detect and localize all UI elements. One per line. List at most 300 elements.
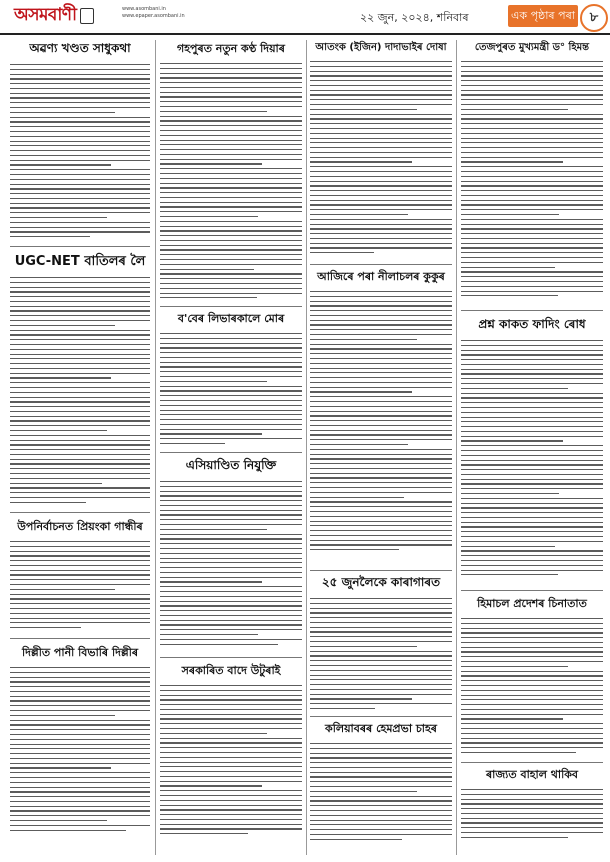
text-line	[310, 71, 452, 72]
article-body	[160, 481, 302, 645]
text-line	[160, 357, 302, 358]
text-line	[310, 829, 452, 830]
text-line	[310, 219, 452, 220]
text-line	[461, 291, 603, 292]
text-line	[160, 771, 302, 772]
text-line	[160, 738, 302, 739]
text-line	[310, 195, 452, 196]
text-line	[461, 195, 603, 196]
text-line	[310, 406, 452, 407]
text-line	[310, 152, 452, 153]
headline: দিল্লীত পানী বিভাৰি দিল্লীৰ	[21, 646, 139, 659]
logo-box-icon	[80, 8, 94, 24]
text-line	[10, 392, 150, 393]
text-line	[310, 511, 452, 512]
text-line	[310, 516, 452, 517]
text-line	[461, 642, 603, 643]
text-line	[160, 610, 302, 611]
text-line	[310, 310, 452, 311]
text-line	[461, 690, 603, 691]
text-line	[461, 752, 576, 753]
text-line	[10, 212, 150, 213]
headline: সৰকাৰিত বাদে উটুৰাই	[181, 664, 281, 677]
text-line	[310, 646, 417, 647]
section-divider	[310, 264, 452, 265]
text-line	[160, 742, 302, 743]
text-line	[310, 128, 452, 129]
text-line	[310, 396, 452, 397]
text-line	[461, 133, 603, 134]
text-line	[160, 524, 302, 525]
text-line	[461, 407, 603, 408]
text-line	[160, 529, 267, 530]
text-line	[461, 257, 603, 258]
text-line	[310, 468, 452, 469]
text-line	[310, 694, 452, 695]
text-line	[160, 562, 302, 563]
text-line	[10, 555, 150, 556]
text-line	[160, 144, 302, 145]
text-line	[461, 507, 603, 508]
text-line	[10, 277, 150, 278]
text-line	[10, 579, 150, 580]
text-line	[310, 675, 452, 676]
text-line	[160, 429, 302, 430]
article-12	[310, 720, 452, 845]
text-line	[160, 538, 302, 539]
headline: অৱণ্য খণ্ডত সাধুকথা	[29, 41, 131, 55]
text-line	[310, 238, 452, 239]
section-divider	[10, 246, 150, 247]
text-line	[10, 627, 81, 628]
text-line	[461, 493, 559, 494]
text-line	[310, 109, 417, 110]
text-line	[10, 102, 150, 103]
text-line	[461, 204, 603, 205]
text-line	[461, 66, 603, 67]
text-line	[461, 718, 563, 719]
text-line	[310, 114, 452, 115]
text-line	[10, 188, 150, 189]
text-line	[10, 377, 111, 378]
epaper-url[interactable]: www.epaper.asombani.in	[122, 13, 185, 19]
text-line	[10, 570, 150, 571]
text-line	[461, 233, 603, 234]
text-line	[10, 227, 150, 228]
text-line	[310, 689, 452, 690]
text-line	[461, 238, 603, 239]
text-line	[160, 197, 302, 198]
text-line	[310, 824, 452, 825]
text-line	[10, 306, 150, 307]
text-line	[461, 570, 603, 571]
text-line	[310, 166, 452, 167]
text-line	[160, 92, 302, 93]
text-line	[310, 477, 452, 478]
text-line	[461, 647, 603, 648]
text-line	[160, 433, 262, 434]
text-line	[310, 80, 452, 81]
text-line	[160, 116, 302, 117]
text-line	[160, 558, 302, 559]
text-line	[461, 262, 603, 263]
text-line	[10, 131, 150, 132]
text-line	[10, 546, 150, 547]
text-line	[461, 209, 603, 210]
text-line	[310, 781, 452, 782]
text-line	[310, 90, 452, 91]
text-line	[310, 636, 452, 637]
text-line	[310, 104, 452, 105]
text-line	[10, 320, 150, 321]
text-line	[461, 827, 603, 828]
text-line	[461, 742, 603, 743]
text-line	[10, 339, 150, 340]
text-line	[10, 541, 150, 542]
text-line	[461, 818, 603, 819]
article-16	[461, 766, 603, 846]
text-line	[461, 247, 603, 248]
text-line	[160, 419, 302, 420]
text-line	[10, 796, 150, 797]
text-line	[310, 530, 452, 531]
text-line	[461, 661, 603, 662]
text-line	[160, 762, 302, 763]
text-line	[310, 387, 452, 388]
text-line	[160, 362, 302, 363]
text-line	[461, 522, 603, 523]
text-line	[461, 709, 603, 710]
text-line	[160, 333, 302, 334]
text-line	[461, 813, 603, 814]
text-line	[461, 450, 603, 451]
text-line	[10, 107, 150, 108]
text-line	[310, 161, 412, 162]
text-line	[310, 142, 452, 143]
text-line	[160, 183, 302, 184]
text-line	[10, 354, 150, 355]
text-line	[461, 345, 603, 346]
text-line	[310, 133, 452, 134]
text-line	[310, 171, 452, 172]
text-line	[160, 125, 302, 126]
text-line	[10, 363, 150, 364]
text-line	[461, 474, 603, 475]
text-line	[160, 685, 302, 686]
text-line	[160, 111, 267, 112]
text-line	[160, 87, 302, 88]
text-line	[10, 88, 150, 89]
text-line	[461, 171, 603, 172]
text-line	[461, 666, 568, 667]
text-line	[310, 291, 452, 292]
text-line	[10, 301, 150, 302]
text-line	[310, 368, 452, 369]
text-line	[160, 245, 302, 246]
text-line	[461, 219, 603, 220]
text-line	[160, 605, 302, 606]
text-line	[310, 204, 452, 205]
text-line	[461, 271, 603, 272]
text-line	[461, 488, 603, 489]
text-line	[10, 174, 150, 175]
text-line	[461, 536, 603, 537]
text-line	[10, 236, 90, 237]
text-line	[10, 117, 150, 118]
text-line	[310, 492, 452, 493]
text-line	[10, 222, 150, 223]
text-line	[160, 752, 302, 753]
text-line	[461, 565, 603, 566]
text-line	[461, 340, 603, 341]
section-divider	[160, 452, 302, 453]
text-line	[10, 397, 150, 398]
text-line	[10, 401, 150, 402]
text-line	[461, 675, 603, 676]
text-line	[310, 501, 452, 502]
text-line	[310, 458, 452, 459]
text-line	[160, 347, 302, 348]
article-3	[10, 518, 150, 636]
text-line	[310, 66, 452, 67]
text-line	[10, 217, 107, 218]
text-line	[10, 478, 150, 479]
text-line	[10, 69, 150, 70]
article-body	[461, 789, 603, 838]
text-line	[310, 631, 452, 632]
text-line	[310, 363, 452, 364]
text-line	[10, 594, 150, 595]
text-line	[160, 192, 302, 193]
text-line	[10, 231, 150, 232]
text-line	[461, 388, 568, 389]
text-line	[10, 136, 150, 137]
text-line	[461, 166, 603, 167]
text-line	[461, 85, 603, 86]
text-line	[310, 358, 452, 359]
website-urls	[122, 6, 185, 20]
text-line	[10, 483, 102, 484]
text-line	[10, 169, 150, 170]
text-line	[10, 810, 150, 811]
text-line	[310, 598, 452, 599]
article-body	[310, 743, 452, 840]
article-15	[461, 595, 603, 760]
text-line	[461, 445, 603, 446]
text-line	[10, 291, 150, 292]
text-line	[461, 837, 568, 838]
text-line	[461, 276, 603, 277]
article-9	[310, 40, 452, 262]
text-line	[310, 544, 452, 545]
text-line	[461, 224, 603, 225]
text-line	[310, 641, 452, 642]
text-line	[461, 789, 603, 790]
text-line	[10, 497, 150, 498]
text-line	[10, 368, 150, 369]
section-divider	[10, 638, 150, 639]
text-line	[10, 325, 115, 326]
text-line	[461, 71, 603, 72]
text-line	[160, 73, 302, 74]
article-body	[461, 618, 603, 753]
text-line	[160, 481, 302, 482]
text-line	[10, 207, 150, 208]
text-line	[160, 120, 302, 121]
text-line	[160, 352, 302, 353]
text-line	[461, 373, 603, 374]
article-body	[160, 333, 302, 444]
text-line	[10, 782, 150, 783]
text-line	[10, 560, 150, 561]
text-line	[310, 497, 404, 498]
text-line	[160, 548, 302, 549]
article-body	[310, 291, 452, 550]
text-line	[10, 198, 150, 199]
text-line	[310, 617, 452, 618]
text-line	[10, 767, 111, 768]
text-line	[160, 130, 302, 131]
article-6	[160, 310, 302, 450]
text-line	[310, 243, 452, 244]
text-line	[461, 512, 603, 513]
text-line	[10, 282, 150, 283]
text-line	[310, 320, 452, 321]
website-url[interactable]: www.asombani.in	[122, 6, 166, 12]
article-8	[160, 662, 302, 845]
text-line	[461, 369, 603, 370]
text-line	[310, 75, 452, 76]
text-line	[160, 766, 302, 767]
text-line	[10, 145, 150, 146]
text-line	[461, 190, 603, 191]
text-line	[310, 94, 452, 95]
text-line	[461, 560, 603, 561]
text-line	[10, 420, 150, 421]
headline: প্ৰশ্ন কাকত ফাদিং ৰোধ	[478, 317, 586, 331]
text-line	[10, 141, 150, 142]
article-body	[461, 61, 603, 296]
text-line	[10, 83, 150, 84]
text-line	[461, 402, 603, 403]
text-line	[461, 822, 603, 823]
text-line	[10, 622, 150, 623]
text-line	[310, 99, 452, 100]
text-line	[10, 492, 150, 493]
text-line	[160, 288, 302, 289]
text-line	[461, 436, 603, 437]
text-line	[10, 830, 126, 831]
text-line	[160, 704, 302, 705]
text-line	[461, 161, 563, 162]
text-line	[160, 235, 302, 236]
text-line	[160, 96, 302, 97]
text-line	[10, 820, 107, 821]
text-line	[461, 733, 603, 734]
text-line	[310, 401, 452, 402]
text-line	[310, 820, 452, 821]
text-line	[461, 704, 603, 705]
text-line	[10, 468, 150, 469]
article-7	[160, 457, 302, 655]
text-line	[160, 591, 302, 592]
text-line	[160, 366, 302, 367]
text-line	[160, 805, 302, 806]
text-line	[10, 487, 150, 488]
text-line	[160, 790, 302, 791]
text-line	[310, 655, 452, 656]
text-line	[160, 639, 302, 640]
text-line	[310, 334, 452, 335]
text-line	[160, 510, 302, 511]
text-line	[160, 733, 267, 734]
text-line	[461, 794, 603, 795]
text-line	[10, 565, 150, 566]
text-line	[10, 440, 150, 441]
text-line	[461, 517, 603, 518]
text-line	[461, 623, 603, 624]
text-line	[461, 469, 603, 470]
text-line	[461, 138, 603, 139]
text-line	[10, 696, 150, 697]
text-line	[160, 371, 302, 372]
text-line	[160, 216, 258, 217]
text-line	[310, 627, 452, 628]
text-line	[160, 505, 302, 506]
text-line	[10, 574, 150, 575]
text-line	[10, 184, 150, 185]
text-line	[10, 603, 150, 604]
text-line	[160, 514, 302, 515]
text-line	[310, 679, 452, 680]
text-line	[10, 681, 150, 682]
section-divider	[310, 570, 452, 571]
text-line	[160, 757, 302, 758]
text-line	[10, 791, 150, 792]
text-line	[10, 758, 150, 759]
text-line	[10, 700, 150, 701]
text-line	[10, 686, 150, 687]
text-line	[160, 491, 302, 492]
article-body	[160, 685, 302, 834]
text-line	[310, 622, 452, 623]
text-line	[160, 486, 302, 487]
text-line	[160, 581, 262, 582]
text-line	[461, 421, 603, 422]
text-line	[10, 748, 150, 749]
text-line	[160, 438, 302, 439]
text-line	[310, 138, 452, 139]
section-divider	[461, 762, 603, 763]
text-line	[160, 577, 302, 578]
article-11	[310, 574, 452, 714]
text-line	[461, 656, 603, 657]
text-line	[160, 795, 302, 796]
text-line	[461, 628, 603, 629]
text-line	[160, 254, 302, 255]
text-line	[10, 121, 150, 122]
text-line	[461, 637, 603, 638]
section-divider	[160, 657, 302, 658]
text-line	[10, 425, 150, 426]
text-line	[310, 540, 452, 541]
text-line	[310, 810, 452, 811]
text-line	[461, 267, 555, 268]
text-line	[160, 819, 302, 820]
text-line	[310, 353, 452, 354]
text-line	[160, 723, 302, 724]
text-line	[461, 412, 603, 413]
